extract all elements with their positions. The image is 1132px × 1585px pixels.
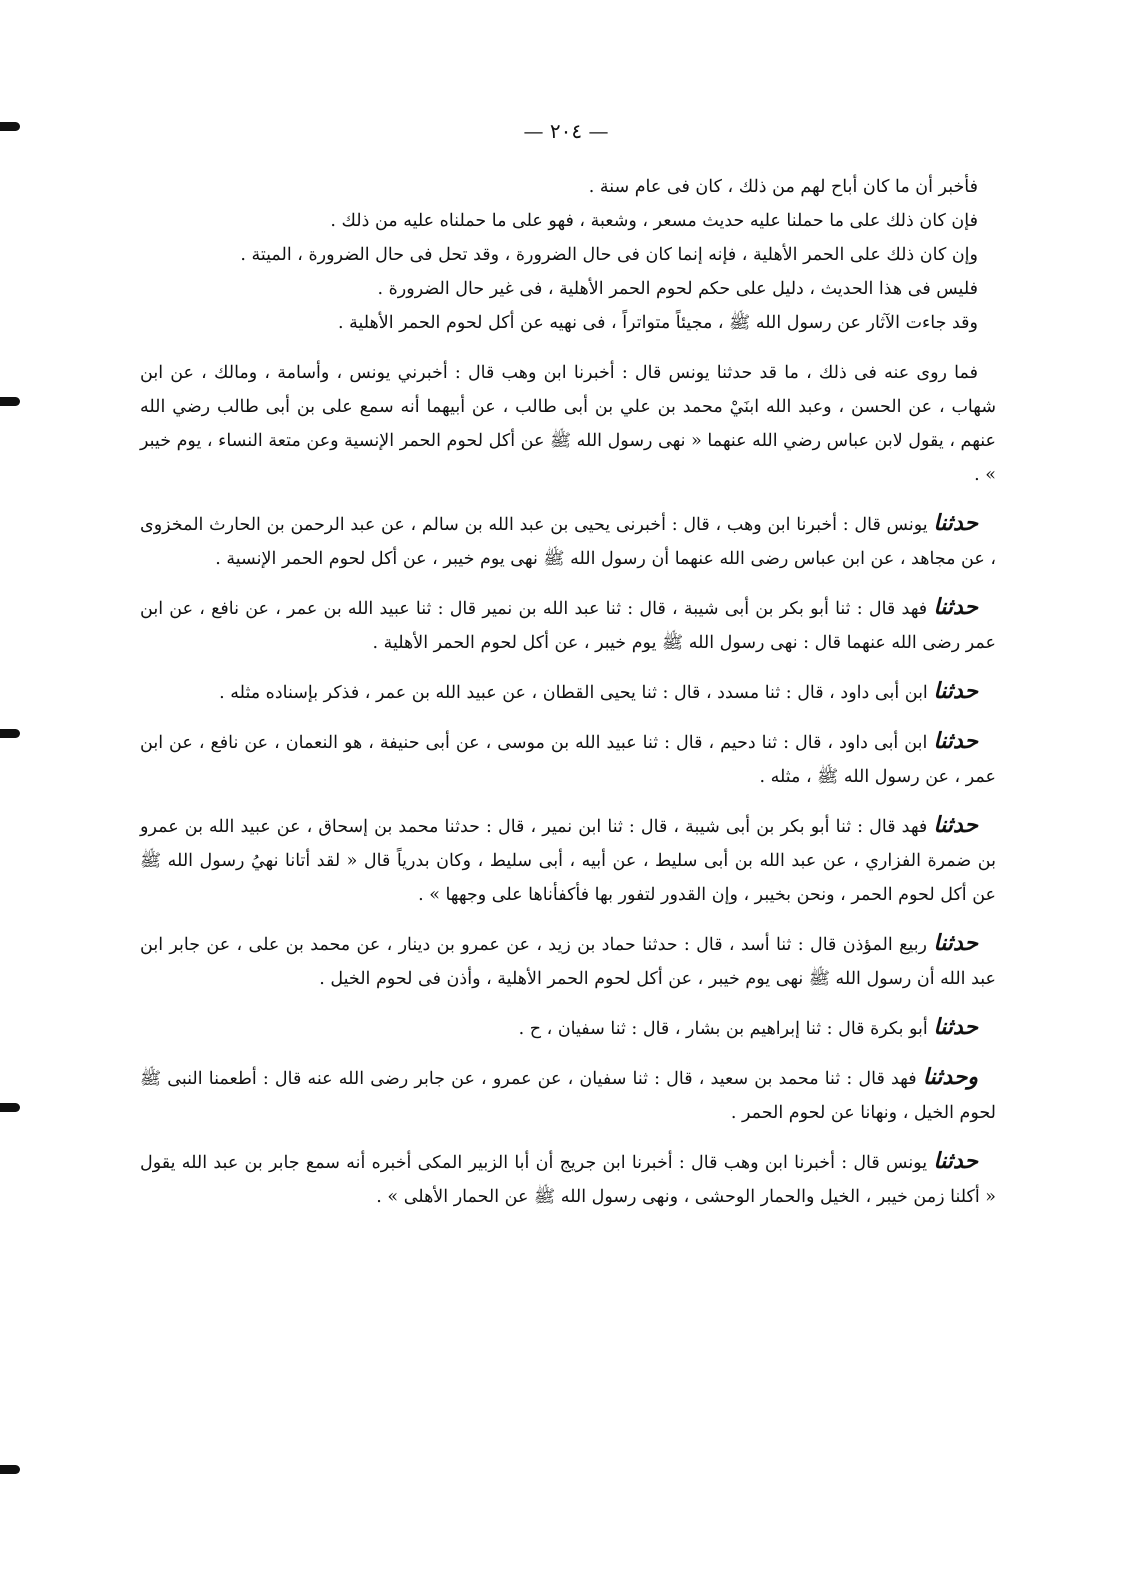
- intro-line: وقد جاءت الآثار عن رسول الله ﷺ ، مجيئاً متواتراً ، فى نهيه عن أكل لحوم الحمر الأهلية .: [337, 313, 978, 333]
- paragraph-lead: حدثنا: [933, 1014, 978, 1040]
- hadith-paragraph: [140, 674, 996, 710]
- hadith-paragraph: [140, 724, 996, 794]
- paragraph-text: أبو بكرة قال : ثنا إبراهيم بن بشار ، قال : ثنا سفيان ، ح .: [518, 1019, 928, 1039]
- intro-line: فإن كان ذلك على ما حملنا عليه حديث مسعر ، وشعبة ، فهو على ما حملناه عليه من ذلك .: [330, 211, 978, 231]
- hadith-paragraph: [140, 506, 996, 576]
- paragraph-text: فما روى عنه فى ذلك ، ما قد حدثنا يونس قال : أخبرنا ابن وهب قال : أخبرني يونس ، وأسامة ، ومالك ، عن ابن شهاب ، عن الحسن ، وعبد الله ابنَيْ محمد بن علي بن أبى طالب ، عن أبيهما أنه سمع على بن أبى طالب رضي الله عنهم ، يقول لابن عباس رضي الله عنهما « نهى رسول الله ﷺ عن أكل لحوم الحمر الإنسية وعن متعة النساء ، يوم خيبر » .: [140, 363, 996, 485]
- intro-line: فأخبر أن ما كان أباح لهم من ذلك ، كان فى عام سنة .: [588, 177, 978, 197]
- paragraph-text: يونس قال : أخبرنا ابن وهب ، قال : أخبرنى يحيى بن عبد الله بن سالم ، عن عبد الرحمن بن الحارث المخزوى ، عن مجاهد ، عن ابن عباس رضى الله عنهما أن رسول الله ﷺ نهى يوم خيبر ، عن أكل لحوم الحمر الإنسية .: [140, 515, 996, 569]
- paragraph-text: ربيع المؤذن قال : ثنا أسد ، قال : حدثنا حماد بن زيد ، عن عمرو بن دينار ، عن محمد بن على ، عن جابر ابن عبد الله أن رسول الله ﷺ نهى يوم خيبر ، عن أكل لحوم الحمر الأهلية ، وأذن فى لحوم الخيل .: [140, 935, 996, 989]
- scan-edge-mark: [0, 397, 20, 406]
- hadith-paragraph: [140, 1010, 996, 1046]
- paragraph-lead: حدثنا: [933, 728, 978, 754]
- paragraph-text: ابن أبى داود ، قال : ثنا دحيم ، قال : ثنا عبيد الله بن موسى ، عن أبى حنيفة ، هو النعمان ، عن نافع ، عن ابن عمر ، عن رسول الله ﷺ ، مثله .: [140, 733, 996, 787]
- paragraph-lead: حدثنا: [933, 594, 978, 620]
- intro-line: وإن كان ذلك على الحمر الأهلية ، فإنه إنما كان فى حال الضرورة ، وقد تحل فى حال الضرورة ، الميتة .: [240, 245, 978, 265]
- paragraph-text: ابن أبى داود ، قال : ثنا مسدد ، قال : ثنا يحيى القطان ، عن عبيد الله بن عمر ، فذكر بإسناده مثله .: [219, 683, 928, 703]
- hadith-paragraph: [140, 1144, 996, 1214]
- hadith-paragraph: [140, 354, 996, 492]
- paragraph-lead: حدثنا: [933, 510, 978, 536]
- paragraph-lead: حدثنا: [933, 930, 978, 956]
- paragraph-lead: حدثنا: [933, 812, 978, 838]
- paragraph-lead: حدثنا: [933, 1148, 978, 1174]
- paragraph-text: يونس قال : أخبرنا ابن وهب قال : أخبرنا ابن جريج أن أبا الزبير المكى أخبره أنه سمع جابر بن عبد الله يقول « أكلنا زمن خيبر ، الخيل والحمار الوحشى ، ونهى رسول الله ﷺ عن الحمار الأهلى » .: [140, 1153, 996, 1207]
- paragraph-text: فهد قال : ثنا محمد بن سعيد ، قال : ثنا سفيان ، عن عمرو ، عن جابر رضى الله عنه قال : أطعمنا النبى ﷺ لحوم الخيل ، ونهانا عن لحوم الحمر .: [140, 1069, 996, 1123]
- page-number: — ٢٠٤ —: [523, 119, 609, 143]
- scan-edge-mark: [0, 729, 20, 738]
- paragraph-lead: وحدثنا: [922, 1064, 978, 1090]
- scan-edge-mark: [0, 1103, 20, 1112]
- hadith-paragraph: [140, 808, 996, 912]
- hadith-paragraph: [140, 1060, 996, 1130]
- intro-block: [140, 170, 996, 340]
- hadith-paragraph: [140, 590, 996, 660]
- paragraph-lead: حدثنا: [933, 678, 978, 704]
- paragraph-text: فهد قال : ثنا أبو بكر بن أبى شيبة ، قال : ثنا عبد الله بن نمير قال : ثنا عبيد الله بن عمر ، عن نافع ، عن ابن عمر رضى الله عنهما قال : نهى رسول الله ﷺ يوم خيبر ، عن أكل لحوم الحمر الأهلية .: [140, 599, 996, 653]
- scan-edge-mark: [0, 1465, 20, 1474]
- hadith-paragraph: [140, 926, 996, 996]
- intro-line: فليس فى هذا الحديث ، دليل على حكم لحوم الحمر الأهلية ، فى غير حال الضرورة .: [377, 279, 978, 299]
- paragraph-text: فهد قال : ثنا أبو بكر بن أبى شيبة ، قال : ثنا ابن نمير ، قال : حدثنا محمد بن إسحاق ، عن عبيد الله بن عمرو بن ضمرة الفزاري ، عن عبد الله بن أبى سليط ، عن أبيه ، أبى سليط ، وكان بدرياً قال « لقد أتانا نهيُ رسول الله ﷺ عن أكل لحوم الحمر ، ونحن بخيبر ، وإن القدور لتفور بها فأكفأناها على وجهها » .: [140, 817, 996, 905]
- body-text: [140, 170, 996, 1550]
